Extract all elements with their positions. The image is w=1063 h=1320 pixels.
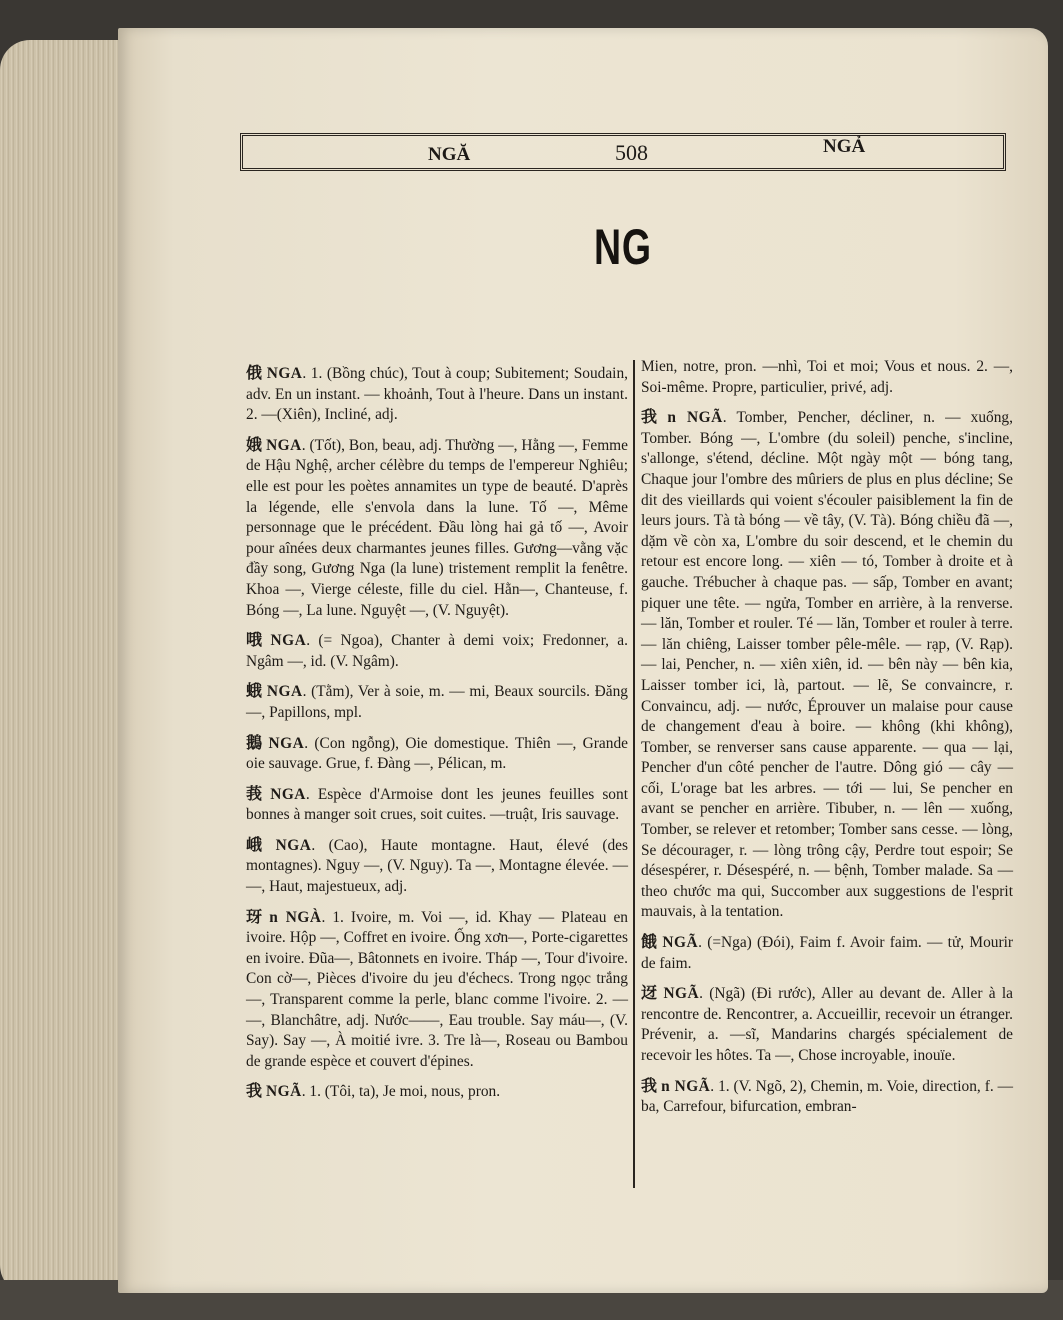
entry-definition: . (Tằm), Ver à soie, m. — mi, Beaux sourcils. Đăng —, Papillons, mpl. [246, 683, 628, 721]
entry-definition: . 1. (Tôi, ta), Je moi, nous, pron. [301, 1083, 501, 1101]
dictionary-entry [246, 363, 628, 426]
entry-headword: NGA [270, 632, 307, 650]
entry-character: 娥 [246, 434, 263, 454]
entry-character: 我 [641, 407, 664, 427]
entry-definition: . 1. (Bồng chúc), Tout à coup; Subitement; Soudain, adv. En un instant. — khoảnh, Tout à l'heure. Dans un instant. 2. —(Xiên), Incliné, adj. [246, 365, 628, 424]
entry-character: 餓 [641, 932, 659, 952]
entry-character: 我 [641, 1075, 658, 1095]
dictionary-entry [641, 932, 1013, 974]
entry-definition: . (Ngã) (Đi rước), Aller au devant de. Aller à la rencontre de. Rencontrer, a. Accueillir, recevoir un étranger. Prévenir, a. —sĩ, Mandarins chargés spécialement de recevoir les hôtes. Ta —, Chose incroyable, inouïe. [641, 985, 1013, 1064]
entry-headword: n NGÃ [661, 1077, 711, 1095]
entry-headword: NGA [268, 734, 305, 752]
entry-definition: . 1. Ivoire, m. Voi —, id. Khay — Plateau en ivoire. Hộp —, Coffret en ivoire. Ống xơn—, Porte-cigarettes en ivoire. Đũa—, Bâtonnets en ivoire. Tháp —, Tour d'ivoire. Con cờ—, Pièces d'ivoire du jeu d'échecs. Trong ngọc trắng—, Transparent comme la perle, blanc comme l'ivoire. 2. — —, Blanchâtre, adj. Nước——, Eau trouble. Say máu—, (V. Say). Say —, À moitié ivre. 3. Tre là—, Roseau ou Bambou de grande espèce et couvert d'épines. [246, 908, 628, 1070]
entry-definition: . Espèce d'Armoise dont les jeunes feuilles sont bonnes à manger soit crues, soit cuites. —truật, Iris sauvage. [246, 785, 628, 824]
entry-headword: NGA [270, 785, 306, 803]
entry-headword: NGÃ [663, 985, 700, 1003]
entry-headword: n NGÃ [667, 409, 723, 427]
entry-character: 我 [246, 1081, 263, 1101]
left-column [246, 363, 628, 1112]
dictionary-entry [246, 784, 628, 826]
entry-definition: . (Tốt), Bon, beau, adj. Thường —, Hằng —, Femme de Hậu Nghệ, archer célèbre du temps de l'empereur Nghiêu; elle est pour les poètes annamites un type de beauté. D'après la légende, elle s'envola dans la lune. Tố —, Même personnage que le précédent. Đầu lòng hai gả tố —, Avoir pour aînées deux charmantes jeunes filles. Gương—vằng vặc đầy song, Gương Nga (la lune) tristement remplit la fenêtre. Khoa —, Vierge céleste, fille du ciel. Hằn—, Chanteuse, f. Bóng —, La lune. Nguyệt —, (V. Nguyệt). [246, 436, 628, 619]
entry-definition: . 1. (V. Ngõ, 2), Chemin, m. Voie, direction, f. —ba, Carrefour, bifurcation, embran- [641, 1077, 1013, 1116]
section-heading: NG [594, 219, 652, 275]
right-column [641, 357, 1013, 1127]
dictionary-entry [246, 630, 628, 672]
entry-definition: . (Con ngỗng), Oie domestique. Thiên —, Grande oie sauvage. Grue, f. Đàng —, Pélican, m. [246, 734, 628, 773]
entry-character: 迓 [641, 983, 660, 1003]
entry-headword: NGA [266, 436, 302, 454]
dictionary-entry [641, 1076, 1013, 1118]
column-divider [633, 360, 635, 1188]
running-header [240, 133, 1006, 171]
entry-character: 蛾 [246, 681, 263, 701]
dictionary-entry [641, 407, 1013, 923]
dictionary-entry [246, 1081, 628, 1103]
entry-headword: NGA [266, 365, 303, 382]
dictionary-entry [246, 835, 628, 898]
entry-definition: . (=Nga) (Đói), Faim f. Avoir faim. — tử, Mourir de faim. [641, 934, 1013, 972]
entry-definition: . (= Ngoa), Chanter à demi voix; Fredonner, a. Ngâm —, id. (V. Ngâm). [246, 632, 628, 670]
dictionary-entry [641, 983, 1013, 1066]
dictionary-entry [246, 907, 628, 1073]
page-number: 508 [615, 140, 648, 165]
right-column-entries [641, 407, 1013, 1118]
header-right-word: NGẢ [823, 136, 866, 157]
entry-character: 鵝 [246, 732, 265, 752]
page-edges [0, 40, 130, 1295]
entry-character: 玡 [246, 906, 266, 926]
entry-headword: n NGÀ [269, 908, 322, 926]
dictionary-entry [246, 681, 628, 723]
entry-headword: NGÃ [662, 934, 699, 952]
dictionary-entry [246, 733, 628, 775]
entry-headword: NGA [266, 683, 303, 701]
entry-character: 峨 [246, 834, 272, 854]
entry-character: 俄 [246, 363, 263, 382]
header-left-word: NGĂ [428, 144, 471, 165]
entry-headword: NGA [275, 836, 312, 854]
entry-character: 哦 [246, 630, 267, 650]
entry-character: 莪 [246, 783, 267, 803]
entry-definition: . Tomber, Pencher, décliner, n. — xuống, Tomber. Bóng —, L'ombre (du soleil) penche, s'incline, s'allonge, s'étend, décline. Một ngày một — bóng tang, Chaque jour l'ombre des mûriers de plus en plus décline; Se dit des vieillards qui voient s'écouler paisiblement la fin de leurs jours. Tà tà bóng — về tây, (V. Tà). Bóng chiều đã —, dặm về còn xa, L'ombre du soir descend, et le chemin du retour est encore long. — xiên — tó, Tomber à droite et à gauche. Trébucher à chaque pas. — sấp, Tomber en avant; piquer une tête. — ngửa, Tomber en arrière, à la renverse. — lăn, Tomber et rouler. Té — lăn, Tomber et rouler à terre. — lăn chiêng, Laisser tomber pêle-mêle. — rạp, (V. Rạp). — lai, Pencher, n. — xiên xiên, id. — bên này — bên kia, Laisser tomber ici, là, partout. — lẽ, Se convaincre, r. Convaincu, adj. — nước, Éprouver un malaise pour cause de changement d'eau à boire. — không (khi không), Tomber, se renverser sans cause apparente. — qua — lại, Pencher d'un côté pencher de l'autre. Dông gió — cây — cối, L'orage bat les arbres. — tới — lui, Se pencher en avant se pencher en arrière. Tibuber, n. — lên — xuống, Tomber, se relever et retomber; Tomber sans cesse. — lòng, Se décourager, r. — lòng trông cậy, Perdre tout espoir; Se désespérer, r. Désespéré, n. — bệnh, Tomber malade. Sa — theo chước ma qui, Succomber aux suggestions de l'esprit mauvais, à la tentation. [641, 409, 1013, 921]
dictionary-entry [246, 435, 628, 621]
continuation-text: Mien, notre, pron. —nhì, Toi et moi; Vous et nous. 2. —, Soi-même. Propre, particulier, privé, adj. [641, 358, 1013, 396]
entry-definition: . (Cao), Haute montagne. Haut, élevé (des montagnes). Nguy —, (V. Nguy). Ta —, Montagne élevée. — —, Haut, majestueux, adj. [246, 836, 628, 896]
entry-headword: NGÃ [266, 1083, 302, 1101]
